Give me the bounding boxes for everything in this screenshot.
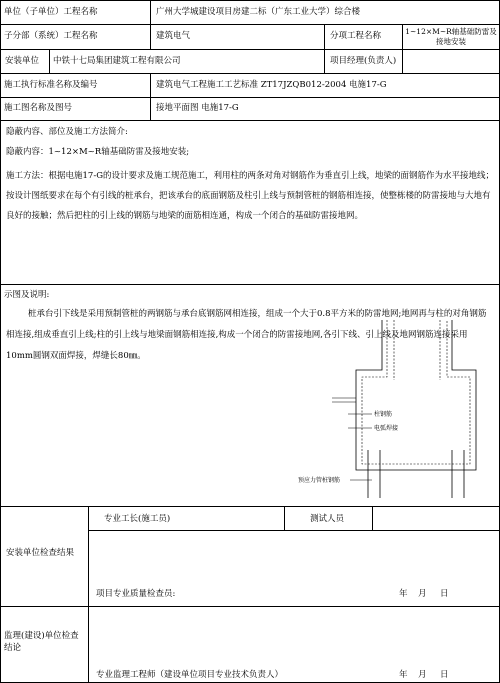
diagram-description: 桩承台引下线是采用预制管桩的两钢筋与承台底钢筋网相连接，组成一个大于0.8平方米的防雷地网;地网再与柱的对角钢筋相连接,组成垂直引上线;柱的引上线与地梁面钢筋相连接,构成一个闭合的防雷接地网,各引下线、引上线及地网钢筋连接采用10mm圆钢双面焊接，焊缝长80㎜。 — [6, 309, 487, 361]
diagram-heading: 示图及说明: — [4, 290, 50, 300]
column-outline — [356, 320, 476, 470]
subpart-value: 建筑电气 — [156, 31, 191, 41]
row-border — [0, 506, 500, 507]
inspector-label: 项目专业质量检查员: — [96, 589, 176, 599]
label-pile-rebar: 预应力管桩钢筋 — [298, 477, 341, 484]
row-border — [88, 530, 499, 531]
standard-label: 施工执行标准名称及编号 — [4, 80, 98, 90]
engineer-label: 专业监理工程师（建设单位项目专业技术负责人） — [96, 670, 284, 680]
tester-label: 测试人员 — [310, 514, 345, 524]
concealed-heading: 隐蔽内容、部位及施工方法简介: — [6, 127, 128, 137]
date-day: 日 — [440, 589, 449, 599]
row-border — [0, 120, 500, 121]
construction-method: 施工方法：根据电施17-G的设计要求及施工规范施工，利用柱的两条对角对钢筋作为垂直引上线，地梁的面钢筋作为水平接地线；按设计图纸要求在每个有引线的桩承台，把该承台的底面钢筋及柱引上线与预制管桩的钢筋相连接，使整栋楼的防雷接地与大地有良好的接触；然后把柱的引上线的钢筋与地梁的面筋相连通，构成一个闭合的基础防雷接地网。 — [6, 171, 494, 221]
drawing-label: 施工图名称及图号 — [4, 103, 73, 113]
date-day: 日 — [440, 670, 449, 680]
date-year: 年 — [399, 670, 408, 680]
date-month: 月 — [418, 589, 427, 599]
row-border — [0, 49, 500, 50]
col-border — [0, 0, 1, 683]
subitem-value: 1~12×M~R轴基础防雷及接地安装 — [405, 27, 497, 46]
col-border — [150, 0, 151, 49]
label-column-rebar: 柱钢筋 — [374, 411, 393, 418]
col-border — [88, 506, 89, 683]
subitem-label: 分项工程名称 — [330, 31, 382, 41]
row-border — [0, 73, 500, 74]
row-border — [0, 0, 500, 1]
col-border — [284, 506, 285, 530]
foreman-label: 专业工长(施工员) — [104, 514, 171, 524]
subpart-label: 子分部（系统）工程名称 — [4, 31, 98, 41]
date-year: 年 — [399, 589, 408, 599]
label-arc-weld: 电弧焊接 — [374, 425, 399, 432]
col-border — [372, 506, 373, 530]
col-border — [49, 49, 50, 73]
install-check-label: 安装单位检查结果 — [6, 548, 75, 558]
row-border — [0, 97, 500, 98]
col-border — [402, 24, 403, 73]
unit-value: 广州大学城建设项目房建二标（广东工业大学）综合楼 — [156, 7, 361, 17]
col-border — [324, 24, 325, 73]
row-border — [0, 284, 500, 285]
inner-rebar — [362, 320, 470, 464]
unit-label: 单位（子单位）工程名称 — [4, 7, 98, 17]
col-border — [88, 506, 89, 507]
row-border — [0, 606, 500, 607]
concealed-content: 隐蔽内容：1~12×M~R轴基础防雷及接地安装; — [6, 147, 190, 157]
install-value: 中铁十七局集团建筑工程有限公司 — [53, 56, 181, 66]
manager-label: 项目经理(负责人) — [330, 56, 397, 66]
col-border — [150, 73, 151, 120]
install-label: 安装单位 — [5, 56, 40, 66]
drawing-value: 接地平面图 电施17-G — [156, 103, 239, 113]
row-border — [0, 24, 500, 25]
standard-value: 建筑电气工程施工工艺标准 ZT17JZQB012-2004 电施17-G — [156, 80, 387, 90]
grounding-diagram — [290, 320, 490, 505]
date-month: 月 — [418, 670, 427, 680]
supervisor-label: 监理(建设)单位检查结论 — [4, 631, 79, 653]
